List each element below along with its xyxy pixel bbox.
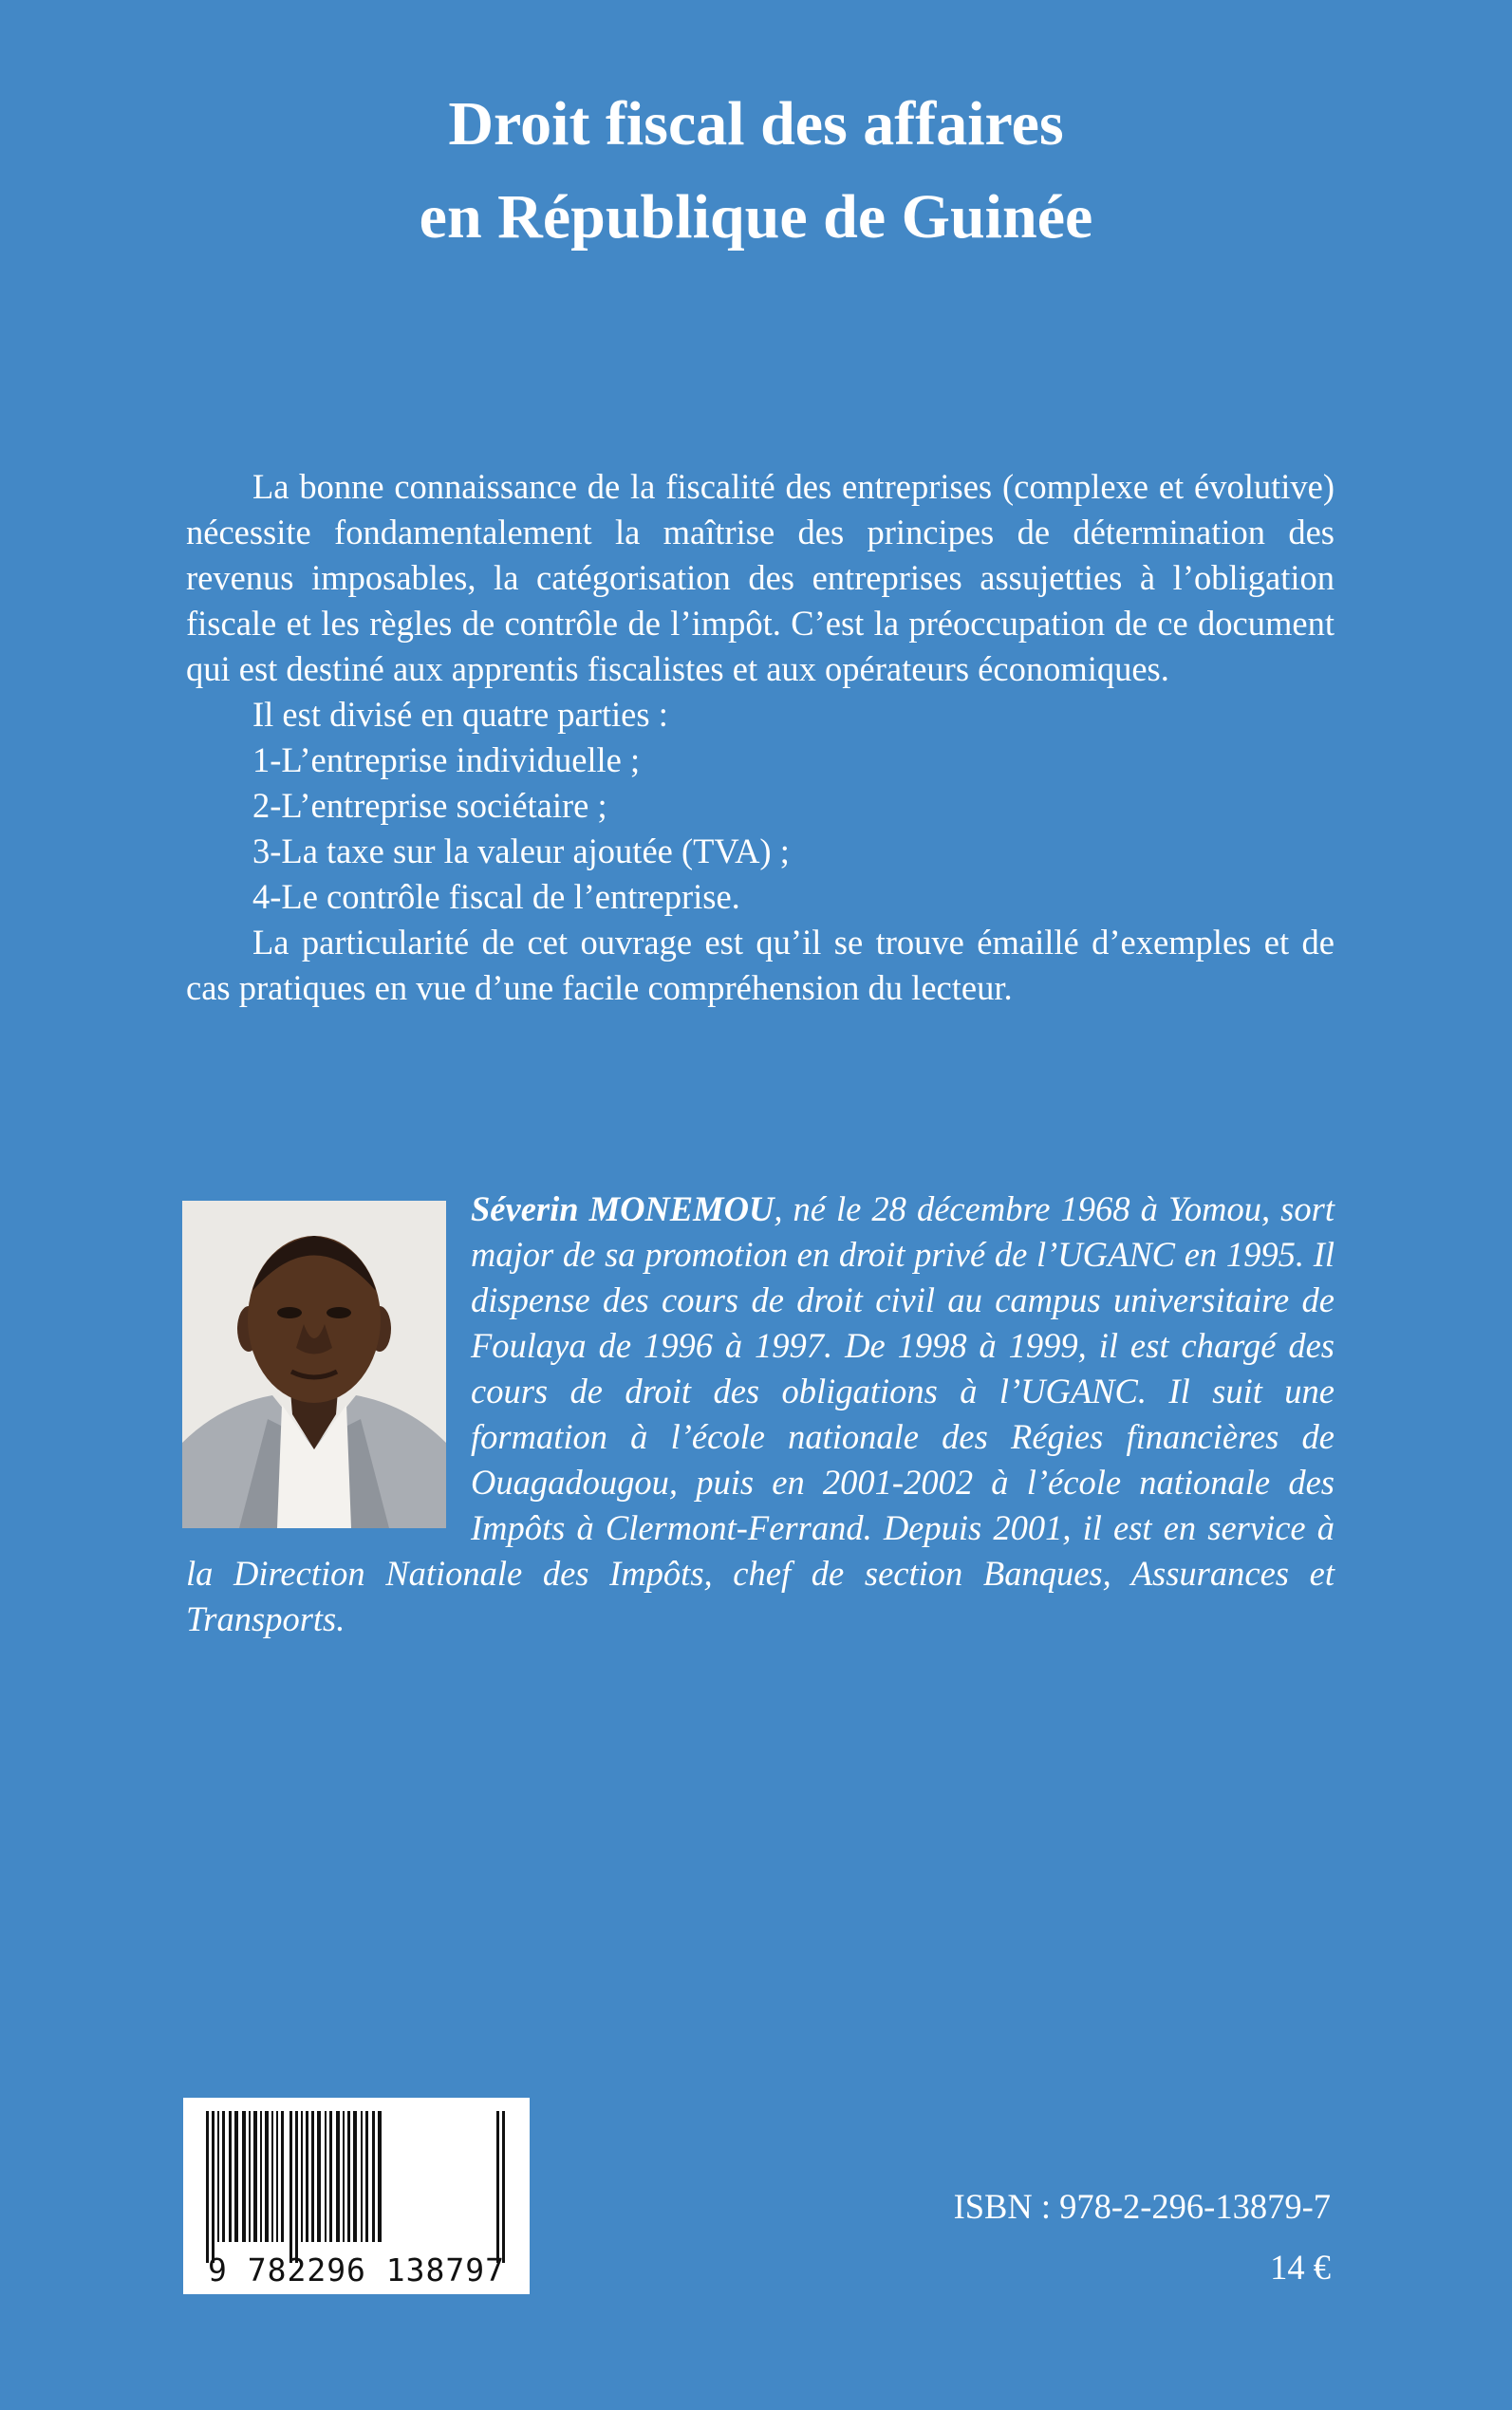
author-bio-text: , né le 28 décembre 1968 à Yomou, sort major de sa promotion en droit privé de l’UGANC en 1995. Il dispense des cours de droit civil au campus universitaire de Foulaya de 1996 à 1997. De 1998 à 1999, il est chargé des cours de droit des obligations à l’UGANC. Il suit une formation à l’école nationale des Régies financières de Ouagadougou, puis en 2001-2002 à l’école nationale des Impôts à Clermont-Ferrand. Depuis 2001, il est en service à la Direction Nationale des Impôts, chef de section Banques, Assurances et Transports. xyxy=(186,1189,1335,1638)
summary-part-item: 4-Le contrôle fiscal de l’entreprise. xyxy=(252,877,740,916)
barcode-bar xyxy=(306,2111,308,2242)
book-title-line-1: Droit fiscal des affaires xyxy=(448,89,1064,159)
barcode-bar xyxy=(365,2111,368,2242)
book-title-line-2: en République de Guinée xyxy=(419,182,1093,252)
author-name: Séverin MONEMOU xyxy=(471,1189,775,1228)
summary-parts-intro: Il est divisé en quatre parties : xyxy=(252,695,668,734)
barcode-bar xyxy=(206,2111,209,2263)
barcode-bar xyxy=(253,2111,257,2242)
isbn-number: ISBN : 978-2-296-13879-7 xyxy=(953,2187,1331,2226)
barcode-bar xyxy=(343,2111,345,2242)
barcode-bar xyxy=(229,2111,232,2242)
summary-part-item: 1-L’entreprise individuelle ; xyxy=(252,740,641,779)
barcode-bar xyxy=(265,2111,269,2242)
barcode-bar xyxy=(242,2111,246,2242)
barcode-bar xyxy=(281,2111,284,2242)
barcode-bar xyxy=(212,2111,215,2263)
barcode-bar xyxy=(378,2111,382,2242)
barcode-bar xyxy=(496,2111,499,2263)
isbn-barcode xyxy=(183,2098,530,2294)
summary-intro: La bonne connaissance de la fiscalité des entreprises (complexe et évolutive) nécessite fondamentalement la maîtrise des principes de détermination des revenus imposables, la catégorisation des entreprises assujetties à l’obligation fiscale et les règles de contrôle de l’impôt. C’est la préoccupation de ce document qui est destiné aux apprentis fiscalistes et aux opérateurs économiques. xyxy=(186,467,1335,688)
barcode-bar xyxy=(347,2111,350,2242)
barcode-bar xyxy=(234,2111,238,2242)
barcode-bar xyxy=(295,2111,298,2263)
barcode-bar xyxy=(336,2111,340,2242)
barcode-bar xyxy=(289,2111,292,2263)
barcode-bar xyxy=(276,2111,278,2242)
summary-conclusion: La particularité de cet ouvrage est qu’il se trouve émaillé d’exemples et de cas pratiques en vue d’une facile compréhension du lecteur. xyxy=(186,923,1335,1007)
summary-part-item: 2-L’entreprise sociétaire ; xyxy=(252,786,607,825)
barcode-bar xyxy=(502,2111,505,2263)
barcode-bar xyxy=(260,2111,262,2242)
barcode-bar xyxy=(361,2111,363,2242)
barcode-bar xyxy=(353,2111,357,2242)
barcode-bar xyxy=(301,2111,303,2242)
summary-part-item: 3-La taxe sur la valeur ajoutée (TVA) ; xyxy=(252,831,790,870)
barcode-bar xyxy=(217,2111,219,2242)
barcode-bar xyxy=(271,2111,273,2242)
barcode-bar xyxy=(311,2111,314,2242)
author-bio xyxy=(186,1186,1335,1642)
barcode-digits: 9 782296 138797 xyxy=(207,2251,505,2289)
barcode-bar xyxy=(317,2111,321,2242)
book-title xyxy=(0,78,1512,264)
barcode-bar xyxy=(222,2111,225,2242)
photo-text-wrap-spacer xyxy=(186,1186,471,1547)
book-price: 14 € xyxy=(1270,2248,1331,2287)
barcode-bar xyxy=(325,2111,327,2242)
barcode-bar xyxy=(249,2111,251,2242)
book-summary xyxy=(186,464,1335,1011)
barcode-bar xyxy=(372,2111,375,2242)
barcode-bar xyxy=(329,2111,332,2242)
